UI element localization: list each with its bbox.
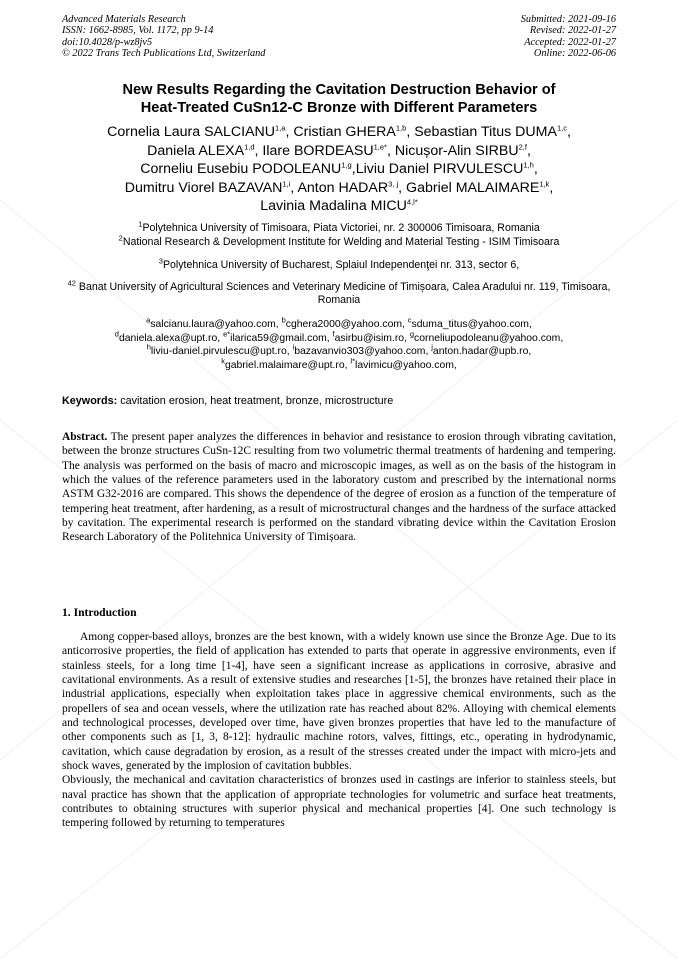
title-line: New Results Regarding the Cavitation Destruction Behavior of [122,82,556,98]
author: Cornelia Laura SALCIANU$^{1,a}$, [107,123,294,140]
email: $^i$bazavanvio303@yahoo.com, [292,342,432,358]
submitted-date: Submitted: 2021-09-16 [520,14,616,25]
email: $^b$cghera2000@yahoo.com, [281,315,408,330]
email: $^f$asirbu@isim.ro, [332,329,410,344]
revised-date: Revised: 2022-01-27 [529,25,616,37]
issn-line: ISSN: 1662-8985, Vol. 1172, pp 9-14 [62,25,214,37]
affiliation-2: $^2$National Research & Development Institute for Welding and Material Testing - ISIM Timisoara [118,233,560,248]
email: $^c$sduma_titus@yahoo.com, [407,315,532,330]
section-heading: 1. Introduction [62,606,137,619]
email: $^j$anton.hadar@upb.ro, [431,342,532,358]
author: Gabriel MALAIMARE$^{1,k}$, [406,178,554,196]
keywords-text: cavitation erosion, heat treatment, bronze, microstructure [117,395,394,407]
author: Sebastian Titus DUMA$^{1,c}$, [414,123,571,140]
abstract [62,430,616,545]
abstract-text: The present paper analyzes the differences in behavior and resistance to erosion through vibrating cavitation, between the bronze structures CuSn-12C resulting from two volumetric thermal treatments of hardening and tempering. The analysis was performed on the basis of macro and microscopic images, as well as on the basis of the histogram in which the values of the reference parameters used in the laboratory custom and prescribed by the international norms ASTM G32-2016 are compared. This shows the dependence of the degree of erosion as a function of the temperature of tempering heat treatment, after hardening, as a result of microstructural changes and the hardness of the surface attacked by cavitation. The experimental research is performed on the standard vibrating device within the Cavitation Erosion Research Laboratory of the Politehnica University of Timișoara. [62,431,616,544]
accepted-date: Accepted: 2022-01-27 [524,36,616,48]
author: Daniela ALEXA$^{1,d}$, [147,141,263,159]
author: Anton HADAR$^{3, j}$, [297,178,407,196]
author: Lavinia Madalina $MICU^{4,l*}$ [260,197,418,214]
author: Corneliu Eusebiu PODOLEANU$^{1,g}$, [140,160,356,177]
introduction-body [62,630,616,831]
author: Cristian GHERA$^{1,b}$, [293,123,415,140]
author: Liviu Daniel PIRVULESCU$^{1,h}$, [355,160,538,177]
author: Dumitru Viorel BAZAVAN$^{1,i}$, [124,178,298,196]
email: $^{e*}$ilarica59@gmail.com, [223,329,333,344]
author: Ilare $BORDEASU^{1,e*}$, [262,141,395,159]
email: $^d$daniela.alexa@upt.ro, [114,329,224,344]
keywords [62,395,616,408]
online-date: Online: 2022-06-06 [533,48,616,60]
email: $^a$salcianu.laura@yahoo.com, [146,315,282,330]
affiliation-3: $^3$Polytehnica University of Bucharest, Splaiul Independenţei nr. 313, sector 6, [158,256,520,271]
keywords-label: Keywords: [62,395,118,407]
affiliation-4: $^{42}$ Banat University of Agricultural Sciences and Veterinary Medicine of Timișoara, Calea Aradului nr. 119, Timisoara, Romania [67,278,611,307]
affiliation-1: $^1$Polytehnica University of Timisoara, Piata Victoriei, nr. 2 300006 Timisoara, Romania [138,219,540,234]
author-emails [50,315,628,373]
email: $^k$gabriel.malaimare@upt.ro, [221,356,351,372]
email: $^g$corneliupodoleanu@yahoo.com, [409,329,564,344]
email: $^h$liviu-daniel.pirvulescu@upt.ro, [146,342,293,358]
paragraph: Obviously, the mechanical and cavitation characteristics of bronzes used in castings are inferior to stainless steels, but naval practice has shown that the application of appropriate technologies for volumetric and surface heat treatments, contributes to obtaining structures with superior physical and mechanical properties [4]. One such technology is tempering followed by returning to temperatures [62,774,616,830]
paragraph: Among copper-based alloys, bronzes are the best known, with a widely known use since the Bronze Age. Due to its anticorrosive properties, the field of application has extended to parts that operate in aggressive environments, even if stainless steels, for a long time [1-4], have seen a significant increase as applications in corrosive, abrasive and cavitational environments. As a result of extensive studies and researches [1-5], the bronzes have retained their place in industrial applications, especially when exploitation takes place in aggressive chemical environments, such as the propellers of sea and ocean vessels, where the utilization rate has reached about 82%. Alloying with chemical elements and technological processes, developed over time, have given bronzes properties that have led to the manufacture of other components such as [1, 3, 8-12]: hydraulic machine rotors, valves, fittings, etc., operating in hydrodynamic, cavitation, which cause degradation by erosion, as a result of the stresses created under the impact with micro-jets and shock waves, generated by the implosion of cavitation bubbles. [62,631,616,773]
doi-line: doi:10.4028/p-wz8jv5 [62,36,153,48]
title-line: Heat-Treated CuSn12-C Bronze with Different Parameters [140,99,538,116]
copyright-line: © 2022 Trans Tech Publications Ltd, Switzerland [62,48,266,60]
journal-name: Advanced Materials Research [62,14,186,25]
abstract-label: Abstract. [62,431,108,443]
author-list [40,123,638,216]
email: $^{l*}$lavimicu@yahoo.com, [350,356,457,372]
author: Nicușor-Alin SIRBU$^{2,f}$, [394,141,531,159]
journal-info [62,14,265,60]
publication-dates [521,14,616,60]
paper-title [40,82,638,117]
